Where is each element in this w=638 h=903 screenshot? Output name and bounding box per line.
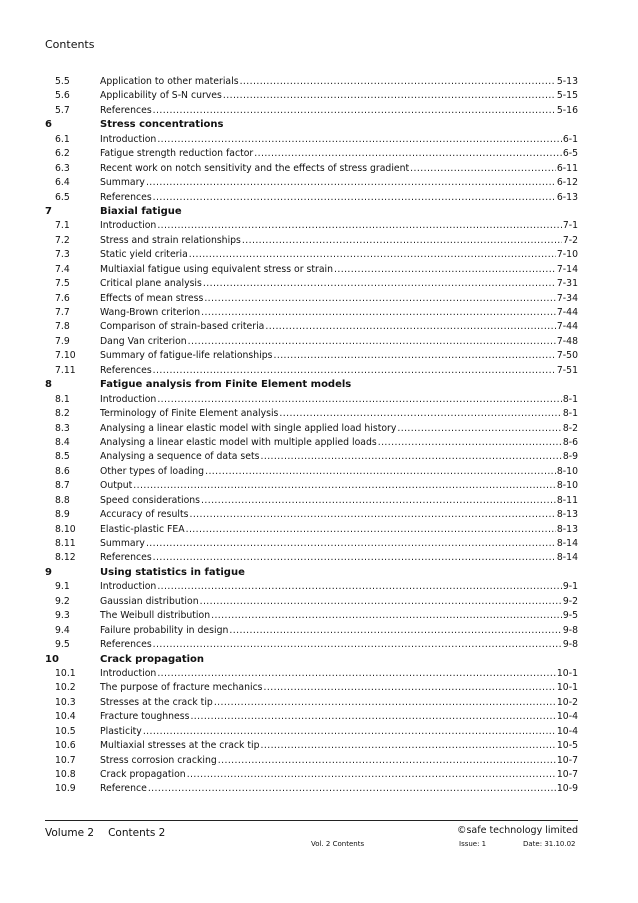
toc-leader-dots [189, 509, 555, 520]
toc-title[interactable]: Terminology of Finite Element analysis [100, 408, 279, 420]
toc-number: 8 [45, 379, 52, 391]
toc-chapter-heading [45, 654, 578, 668]
toc-number: 7 [45, 205, 52, 217]
toc-leader-dots [218, 755, 556, 766]
toc-entry[interactable] [45, 192, 578, 206]
toc-leader-dots [260, 451, 561, 462]
toc-leader-dots [229, 625, 561, 636]
toc-number: 10.9 [55, 783, 76, 795]
toc-entry[interactable] [45, 365, 578, 379]
toc-leader-dots [133, 480, 556, 491]
toc-title[interactable]: Critical plane analysis [100, 278, 202, 290]
toc-page-number[interactable]: 7-48 [556, 335, 578, 347]
toc-page-number[interactable]: 8-14 [556, 552, 578, 564]
toc-title[interactable]: Stresses at the crack tip [100, 696, 213, 708]
toc-page-number[interactable]: 8-10 [556, 480, 578, 492]
toc-entry[interactable] [45, 783, 578, 797]
toc-title[interactable]: Output [100, 480, 133, 492]
toc-title[interactable]: Summary [100, 538, 145, 549]
toc-entry[interactable] [45, 596, 578, 610]
toc-page-number[interactable]: 9-8 [562, 624, 578, 636]
toc-number: 7.6 [55, 292, 70, 304]
toc-entry[interactable] [45, 177, 578, 191]
toc-entry[interactable] [45, 524, 578, 538]
toc-title[interactable]: Other types of loading [100, 465, 205, 477]
toc-leader-dots [153, 105, 556, 116]
toc-number: 10 [45, 653, 59, 665]
toc-title[interactable]: Wang-Brown criterion [100, 307, 201, 318]
footer-date: Date: 31.10.02 [523, 840, 576, 848]
toc-entry[interactable] [45, 148, 578, 162]
toc-number: 9.4 [55, 624, 70, 636]
toc-title[interactable]: Speed considerations [100, 494, 201, 506]
toc-leader-dots [157, 134, 562, 145]
toc-number: 7.10 [55, 350, 76, 362]
footer-volume: Volume 2 [45, 827, 95, 839]
toc-title[interactable]: Dang Van criterion [100, 335, 187, 347]
toc-leader-dots [261, 740, 556, 751]
toc-title: Stress concentrations [100, 119, 224, 131]
toc-title[interactable]: Summary [100, 177, 145, 189]
toc-page-number[interactable]: 6-5 [562, 148, 578, 160]
toc-entry[interactable] [45, 220, 578, 234]
toc-number: 6 [45, 119, 52, 131]
toc-number: 5.6 [55, 90, 70, 102]
toc-title[interactable]: References [100, 364, 152, 376]
toc-title[interactable]: Crack propagation [100, 769, 186, 780]
toc-entry[interactable] [45, 293, 578, 307]
toc-page-number[interactable]: 8-14 [556, 538, 578, 549]
toc-title[interactable]: Analysing a sequence of data sets [100, 451, 260, 463]
toc-page-number[interactable]: 7-44 [556, 307, 578, 318]
toc-leader-dots [205, 466, 556, 477]
toc-entry[interactable] [45, 625, 578, 639]
toc-entry[interactable] [45, 682, 578, 696]
toc-title[interactable]: Multiaxial fatigue using equivalent stress or strain [100, 263, 333, 275]
toc-title: Fatigue analysis from Finite Element models [100, 379, 352, 391]
toc-leader-dots [223, 90, 556, 101]
toc-page-number[interactable]: 5-15 [556, 90, 578, 102]
toc-title[interactable]: Analysing a linear elastic model with single applied load history [100, 422, 397, 434]
toc-entry[interactable] [45, 278, 578, 292]
toc-number: 8.6 [55, 465, 70, 477]
toc-entry[interactable] [45, 668, 578, 682]
toc-leader-dots [265, 321, 556, 332]
toc-page-number[interactable]: 10-2 [556, 696, 578, 708]
toc-title[interactable]: Fatigue strength reduction factor [100, 148, 254, 160]
toc-leader-dots [153, 552, 556, 563]
toc-page-number[interactable]: 9-2 [562, 595, 578, 607]
toc-page-number[interactable]: 10-1 [556, 667, 578, 679]
toc-page-number[interactable]: 7-50 [556, 350, 578, 362]
toc-entry[interactable] [45, 552, 578, 566]
toc-title[interactable]: References [100, 104, 152, 116]
toc-leader-dots [157, 394, 562, 405]
toc-leader-dots [214, 697, 556, 708]
toc-page-number[interactable]: 8-13 [556, 509, 578, 521]
toc-page-number[interactable]: 7-44 [556, 321, 578, 333]
toc-entry[interactable] [45, 235, 578, 249]
toc-leader-dots [334, 264, 556, 275]
toc-title[interactable]: Gaussian distribution [100, 595, 199, 607]
toc-leader-dots [203, 278, 556, 289]
toc-leader-dots [242, 235, 562, 246]
toc-page-number[interactable]: 8-1 [562, 408, 578, 420]
toc-page-number[interactable]: 8-10 [556, 465, 578, 477]
toc-page-number[interactable]: 10-1 [556, 682, 578, 694]
toc-title[interactable]: References [100, 191, 152, 203]
toc-page-number[interactable]: 7-31 [556, 278, 578, 290]
toc-number: 8.4 [55, 436, 70, 448]
toc-leader-dots [211, 610, 562, 621]
toc-leader-dots [146, 538, 556, 549]
toc-number: 10.5 [55, 725, 76, 737]
toc-leader-dots [153, 192, 556, 203]
toc-number: 7.4 [55, 263, 70, 275]
toc-page-number[interactable]: 8-6 [562, 436, 578, 448]
toc-page-number[interactable]: 10-9 [556, 783, 578, 795]
toc-title[interactable]: Stress corrosion cracking [100, 754, 217, 766]
toc-entry[interactable] [45, 639, 578, 653]
toc-title[interactable]: Analysing a linear elastic model with multiple applied loads [100, 436, 377, 448]
toc-entry[interactable] [45, 711, 578, 725]
toc-entry[interactable] [45, 740, 578, 754]
toc-title[interactable]: Application to other materials [100, 76, 239, 87]
toc-chapter-heading [45, 206, 578, 220]
toc-entry[interactable] [45, 321, 578, 335]
toc-leader-dots [204, 293, 556, 304]
toc-entry[interactable] [45, 134, 578, 148]
toc-leader-dots [200, 596, 562, 607]
toc-number: 6.1 [55, 133, 70, 145]
table-of-contents [45, 76, 578, 798]
toc-page-number[interactable]: 7-2 [562, 234, 578, 246]
toc-entry[interactable] [45, 408, 578, 422]
toc-leader-dots [201, 307, 556, 318]
toc-title[interactable]: References [100, 639, 152, 651]
toc-entry[interactable] [45, 423, 578, 437]
toc-page-number[interactable]: 7-34 [556, 292, 578, 304]
toc-number: 7.2 [55, 234, 70, 246]
toc-number: 8.7 [55, 480, 70, 492]
toc-chapter-heading [45, 119, 578, 133]
toc-leader-dots [146, 177, 556, 188]
toc-number: 10.8 [55, 769, 76, 780]
toc-title[interactable]: Introduction [100, 581, 157, 593]
toc-page-number[interactable]: 7-10 [556, 249, 578, 261]
toc-leader-dots [148, 783, 556, 794]
toc-page-number[interactable]: 6-12 [556, 177, 578, 189]
toc-entry[interactable] [45, 495, 578, 509]
toc-title[interactable]: The Weibull distribution [100, 610, 211, 622]
toc-leader-dots [188, 336, 556, 347]
toc-number: 8.5 [55, 451, 70, 463]
toc-page-number[interactable]: 6-13 [556, 191, 578, 203]
toc-number: 8.12 [55, 552, 76, 564]
toc-entry[interactable] [45, 76, 578, 90]
toc-entry[interactable] [45, 769, 578, 783]
toc-page-number[interactable]: 9-8 [562, 639, 578, 651]
toc-entry[interactable] [45, 538, 578, 552]
toc-entry[interactable] [45, 451, 578, 465]
toc-number: 6.5 [55, 191, 70, 203]
toc-leader-dots [264, 682, 556, 693]
toc-title[interactable]: Elastic-plastic FEA [100, 523, 185, 535]
toc-page-number[interactable]: 9-5 [562, 610, 578, 622]
toc-number: 9.1 [55, 581, 70, 593]
toc-number: 10.3 [55, 696, 76, 708]
toc-entry[interactable] [45, 726, 578, 740]
toc-title[interactable]: Failure probability in design [100, 624, 229, 636]
toc-page-number[interactable]: 7-51 [556, 364, 578, 376]
toc-number: 8.11 [55, 538, 76, 549]
toc-leader-dots [189, 249, 556, 260]
toc-page-number[interactable]: 6-1 [562, 133, 578, 145]
toc-entry[interactable] [45, 336, 578, 350]
toc-entry[interactable] [45, 249, 578, 263]
toc-page-number[interactable]: 8-9 [562, 451, 578, 463]
toc-number: 5.7 [55, 104, 70, 116]
toc-title[interactable]: Effects of mean stress [100, 292, 204, 304]
toc-title[interactable]: Stress and strain relationships [100, 234, 241, 246]
toc-page-number[interactable]: 10-7 [556, 769, 578, 780]
toc-number: 10.6 [55, 740, 76, 752]
toc-title[interactable]: Introduction [100, 393, 157, 405]
toc-title: Biaxial fatigue [100, 205, 182, 217]
toc-number: 5.5 [55, 76, 70, 87]
toc-leader-dots [187, 769, 556, 780]
toc-number: 8.2 [55, 408, 70, 420]
toc-number: 9.3 [55, 610, 70, 622]
toc-number: 7.7 [55, 307, 70, 318]
toc-number: 10.2 [55, 682, 76, 694]
toc-title[interactable]: Summary of fatigue-life relationships [100, 350, 273, 362]
page-title: Contents [45, 38, 95, 51]
toc-number: 7.5 [55, 278, 70, 290]
toc-entry[interactable] [45, 697, 578, 711]
toc-entry[interactable] [45, 480, 578, 494]
toc-leader-dots [397, 423, 561, 434]
toc-number: 7.3 [55, 249, 70, 261]
toc-page-number[interactable]: 7-1 [562, 220, 578, 232]
toc-number: 7.1 [55, 220, 70, 232]
toc-leader-dots [157, 220, 562, 231]
toc-title[interactable]: Static yield criteria [100, 249, 188, 261]
toc-title[interactable]: Fracture toughness [100, 711, 190, 723]
toc-number: 6.3 [55, 162, 70, 174]
toc-number: 9 [45, 566, 52, 578]
toc-number: 8.10 [55, 523, 76, 535]
toc-page-number[interactable]: 8-2 [562, 422, 578, 434]
toc-page-number[interactable]: 5-16 [556, 104, 578, 116]
toc-leader-dots [153, 639, 562, 650]
toc-title[interactable]: Applicability of S-N curves [100, 90, 222, 102]
toc-title[interactable]: Multiaxial stresses at the crack tip [100, 740, 260, 752]
toc-leader-dots [279, 408, 561, 419]
toc-entry[interactable] [45, 755, 578, 769]
toc-entry[interactable] [45, 264, 578, 278]
toc-leader-dots [157, 581, 562, 592]
footer-copyright: ©safe technology limited [456, 825, 578, 836]
toc-title[interactable]: Comparison of strain-based criteria [100, 321, 265, 333]
footer-vol-contents: Vol. 2 Contents [311, 840, 365, 848]
toc-chapter-heading [45, 379, 578, 393]
toc-leader-dots [254, 148, 562, 159]
toc-entry[interactable] [45, 466, 578, 480]
toc-number: 6.2 [55, 148, 70, 160]
toc-title[interactable]: Plasticity [100, 725, 142, 737]
toc-page-number[interactable]: 9-1 [562, 581, 578, 593]
toc-entry[interactable] [45, 105, 578, 119]
toc-title: Crack propagation [100, 653, 205, 665]
toc-leader-dots [190, 711, 555, 722]
toc-title[interactable]: Recent work on notch sensitivity and the effects of stress gradient [100, 162, 410, 174]
toc-number: 8.9 [55, 509, 70, 521]
toc-entry[interactable] [45, 307, 578, 321]
toc-leader-dots [240, 76, 556, 87]
toc-page-number[interactable]: 10-5 [556, 740, 578, 752]
toc-number: 6.4 [55, 177, 70, 189]
toc-page-number[interactable]: 6-11 [556, 162, 578, 174]
toc-leader-dots [410, 163, 556, 174]
toc-page-number[interactable]: 10-4 [556, 711, 578, 723]
toc-leader-dots [201, 495, 556, 506]
footer-section: Contents 2 [108, 827, 166, 839]
toc-title[interactable]: References [100, 552, 152, 564]
toc-title[interactable]: The purpose of fracture mechanics [100, 682, 263, 694]
toc-chapter-heading [45, 567, 578, 581]
toc-number: 10.4 [55, 711, 76, 723]
toc-title[interactable]: Reference [100, 783, 147, 795]
toc-number: 7.8 [55, 321, 70, 333]
toc-page-number[interactable]: 10-4 [556, 725, 578, 737]
toc-entry[interactable] [45, 509, 578, 523]
toc-entry[interactable] [45, 437, 578, 451]
toc-entry[interactable] [45, 581, 578, 595]
toc-title[interactable]: Introduction [100, 220, 157, 232]
toc-entry[interactable] [45, 90, 578, 104]
toc-leader-dots [186, 524, 556, 535]
toc-title[interactable]: Accuracy of results [100, 509, 189, 521]
toc-number: 8.1 [55, 393, 70, 405]
footer-divider [45, 820, 578, 821]
toc-page-number[interactable]: 7-14 [556, 263, 578, 275]
toc-number: 9.2 [55, 595, 70, 607]
toc-leader-dots [157, 668, 556, 679]
toc-entry[interactable] [45, 610, 578, 624]
toc-entry[interactable] [45, 350, 578, 364]
toc-number: 10.1 [55, 667, 76, 679]
toc-leader-dots [153, 365, 556, 376]
footer-issue: Issue: 1 [459, 840, 487, 848]
toc-number: 8.8 [55, 494, 70, 506]
footer-left [45, 827, 165, 839]
toc-number: 10.7 [55, 754, 76, 766]
toc-number: 9.5 [55, 639, 70, 651]
toc-page-number[interactable]: 8-1 [562, 393, 578, 405]
toc-leader-dots [378, 437, 562, 448]
toc-number: 8.3 [55, 422, 70, 434]
toc-entry[interactable] [45, 394, 578, 408]
toc-leader-dots [143, 726, 556, 737]
toc-page-number[interactable]: 8-13 [556, 523, 578, 535]
toc-number: 7.9 [55, 335, 70, 347]
toc-page-number[interactable]: 5-13 [556, 76, 578, 87]
toc-page-number[interactable]: 10-7 [556, 754, 578, 766]
toc-title[interactable]: Introduction [100, 667, 157, 679]
toc-title[interactable]: Introduction [100, 133, 157, 145]
toc-title: Using statistics in fatigue [100, 566, 245, 578]
toc-page-number[interactable]: 8-11 [556, 494, 578, 506]
toc-leader-dots [273, 350, 555, 361]
toc-entry[interactable] [45, 163, 578, 177]
toc-number: 7.11 [55, 364, 76, 376]
